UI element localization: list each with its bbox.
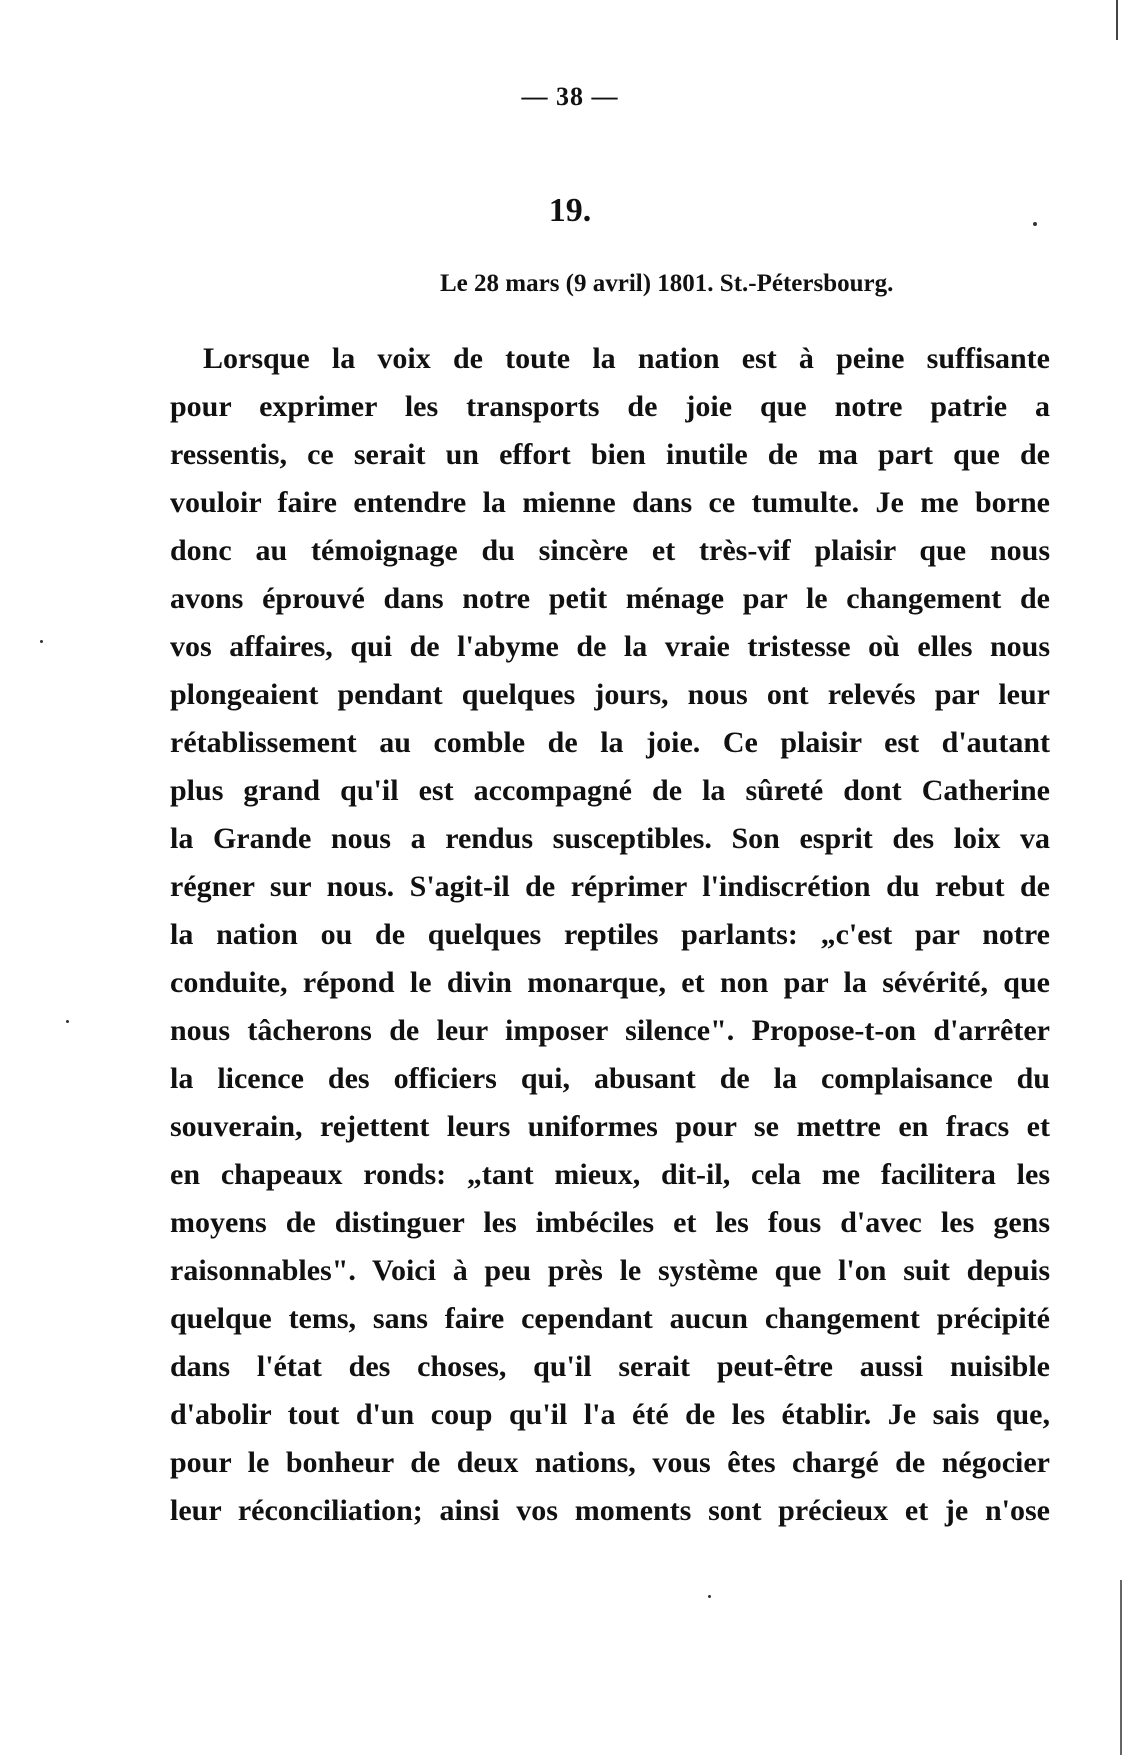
text-line: la licence des officiers qui, abusant de la complaisance du xyxy=(170,1062,1050,1095)
text-line: pour le bonheur de deux nations, vous êtes chargé de négocier xyxy=(170,1446,1050,1479)
text-line: d'abolir tout d'un coup qu'il l'a été de les établir. Je sais que, xyxy=(170,1398,1050,1431)
text-line: moyens de distinguer les imbéciles et les fous d'avec les gens xyxy=(170,1206,1050,1239)
page-edge-line-top xyxy=(1116,0,1118,40)
page-edge-line-bottom xyxy=(1120,1580,1122,1755)
text-line: souverain, rejettent leurs uniformes pour se mettre en fracs et xyxy=(170,1110,1050,1143)
letter-number: 19. xyxy=(548,192,592,229)
text-line: quelque tems, sans faire cependant aucun changement précipité xyxy=(170,1302,1050,1335)
text-line: régner sur nous. S'agit-il de réprimer l'indiscrétion du rebut de xyxy=(170,870,1050,903)
letter-body xyxy=(170,335,1050,1535)
text-line: vouloir faire entendre la mienne dans ce tumulte. Je me borne xyxy=(170,486,1050,519)
text-line: avons éprouvé dans notre petit ménage par le changement de xyxy=(170,582,1050,615)
page-number: — 38 — xyxy=(521,82,619,111)
text-line: la Grande nous a rendus susceptibles. Son esprit des loix va xyxy=(170,822,1050,855)
text-line: en chapeaux ronds: „tant mieux, dit-il, cela me facilitera les xyxy=(170,1158,1050,1191)
text-line: vos affaires, qui de l'abyme de la vraie tristesse où elles nous xyxy=(170,630,1050,663)
text-line: la nation ou de quelques reptiles parlants: „c'est par notre xyxy=(170,918,1050,951)
text-line: donc au témoignage du sincère et très-vif plaisir que nous xyxy=(170,534,1050,567)
text-line: nous tâcherons de leur imposer silence". Propose-t-on d'arrêter xyxy=(170,1014,1050,1047)
text-line: rétablissement au comble de la joie. Ce plaisir est d'autant xyxy=(170,726,1050,759)
text-line: Lorsque la voix de toute la nation est à peine suffisante xyxy=(203,342,1050,375)
text-line: dans l'état des choses, qu'il serait peut-être aussi nuisible xyxy=(170,1350,1050,1383)
text-line: leur réconciliation; ainsi vos moments sont précieux et je n'ose xyxy=(170,1494,1050,1527)
scan-speck xyxy=(66,1020,69,1023)
text-line: plongeaient pendant quelques jours, nous ont relevés par leur xyxy=(170,678,1050,711)
scan-speck xyxy=(40,640,43,643)
text-line: ressentis, ce serait un effort bien inutile de ma part que de xyxy=(170,438,1050,471)
text-line: plus grand qu'il est accompagné de la sûreté dont Catherine xyxy=(170,774,1050,807)
letter-dateline: Le 28 mars (9 avril) 1801. St.-Pétersbourg. xyxy=(440,270,894,297)
scan-speck xyxy=(708,1595,711,1598)
text-line: pour exprimer les transports de joie que notre patrie a xyxy=(170,390,1050,423)
text-line: raisonnables". Voici à peu près le système que l'on suit depuis xyxy=(170,1254,1050,1287)
text-line: conduite, répond le divin monarque, et non par la sévérité, que xyxy=(170,966,1050,999)
